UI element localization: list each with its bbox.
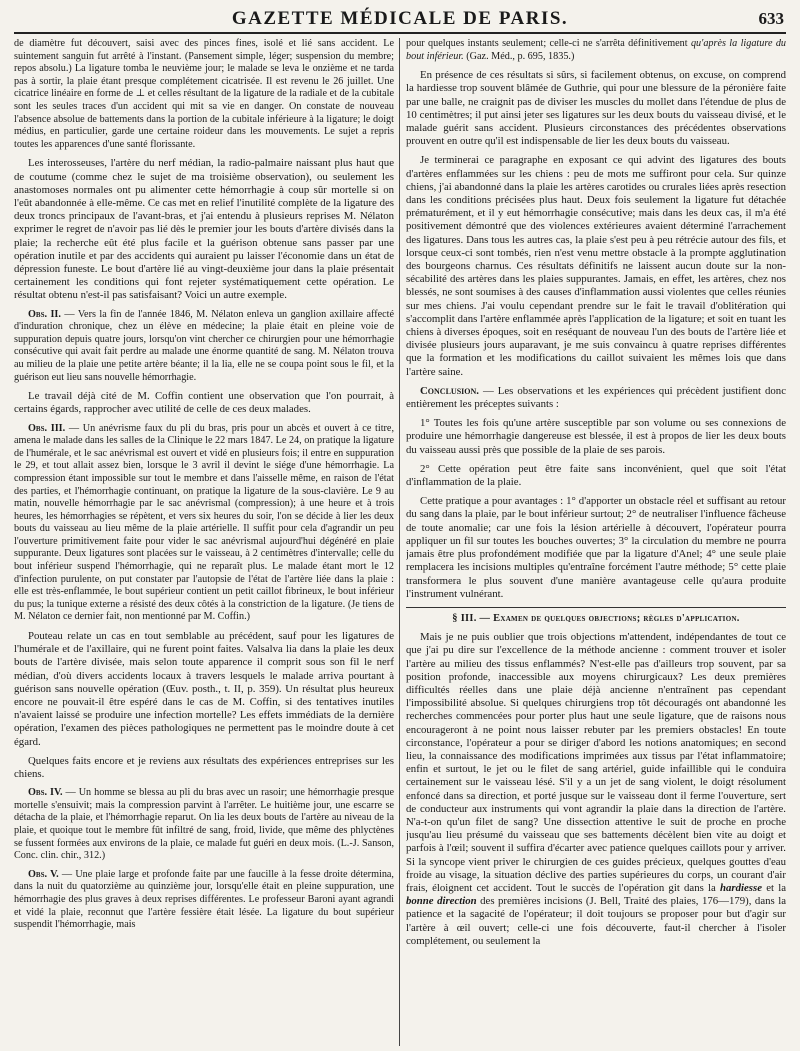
paragraph: En présence de ces résultats si sûrs, si facilement obtenus, on excuse, on comprend la hardiesse trop souvent blâmée de Guthrie, qui pour une blessure de la péronière faite par une balle, ne craignit pas de diviser les muscles du mollet dans l'étendue de plus de 10 centimètres; il put ainsi jeter ses ligatures sur les deux bouts du vaisseau divisé, et le malade guérit sans accident. Plusieurs circonstances des précédentes observations prouvent en outre qu'il est indispensable de lier les deux bouts du vaisseau. — [406, 69, 786, 148]
observation-text: — Un homme se blessa au pli du bras avec un rasoir; une hémorrhagie presque mortelle s'ensuivit; mais la compression parvint à l'arrêter. Le huitième jour, une escarre se détacha de la plaie, et l'hémorrhagie reparut. On lia les deux bouts de l'artère au niveau de la plaie, et quoique tout le membre fût infiltré de sang, froid, livide, que même des phlyctènes se fussent formées aux environs de la plaie, ce malade fut guéri en deux mois. (L.-J. Sanson, Conc. clin. chir., 312.) — [14, 787, 394, 862]
observation-label: Obs. IV. — [28, 787, 63, 799]
journal-title: GAZETTE MÉDICALE DE PARIS. — [231, 8, 569, 29]
paragraph: Je terminerai ce paragraphe en exposant ce qui advint des ligatures des bouts d'artères enflammées sur les chiens : peu de mots me suffiront pour cela. Sur quinze chiens, j'ai abandonné dans la plaie les artères carotides ou crurales liées après resection dans les conditions précisées plus haut. Deux fois seulement la ligature fut détachée prématurément, et il y eut hémorrhagie consécutive; mais dans les deux cas, il m'a été positivement démontré que des violences extérieures avaient déterminé l'arrachement des ligatures. Dans tous les autres cas, la plaie s'est peu à peu rétrécie autour des fils, et lorsque ceux-ci sont tombés, rien n'est venu mettre obstacle à la prompte agglutination des bourgeons charnus. Ces résultats définitifs ne laissent aucun doute sur la non-sécabilité des artères dans les plaies suppurantes. Jamais, en effet, les artères, chez nos blessés, ne sont soumises à des causes d'inflammation aussi violentes que celles réunies sur mes chiens. J'ai voulu cependant prendre sur le fait le travail d'oblitération qui s'accomplit dans l'artère enflammée après l'application de la ligature; et soit en tuant les chiens à diverses époques, soit en reséquant de nouveau l'un des bouts de l'artère liée et divisée plusieurs jours auparavant, je me suis convaincu à quatre reprises différentes que la formation et les modifications du caillot suivaient les mêmes lois que dans l'artère saine. — [406, 154, 786, 378]
text-columns — [14, 38, 786, 1046]
page-number: 633 — [758, 9, 784, 28]
italic-run: qu'après la ligature du bout inférieur. — [406, 38, 786, 62]
section-title: § III. — Examen de quelques objections; règles d'application. — [452, 612, 740, 624]
observation-text: — Vers la fin de l'année 1846, M. Nélaton enleva un ganglion axillaire affecté d'induration chronique, chez un élève en médecine; la plaie était en pleine voie de suppuration depuis quatre jours, lorsqu'on vint chercher ce chirurgien pour une hémorrhagie consécutive qui avait fait perdre au malade une énorme quantité de sang. M. Nélaton trouva au milieu de la plaie une petite artère béante; il la lia, elle ne se coupa point sous le fil, et la guérison eut lieu sans nouvelle hémorrhagie. — [14, 308, 394, 383]
paragraph: Quelques faits encore et je reviens aux résultats des expériences entreprises sur les chiens. — [14, 754, 394, 781]
paragraph: Pouteau relate un cas en tout semblable au précédent, sauf pour les ligatures de l'humérale et de l'axillaire, qui ne furent point faites. Valsalva lia dans la plaie les deux bouts de l'artère divisée, mais selon toute apparence il comprit sous son fil le nerf médian, d'où divers accidents locaux à travers lesquels le malade arriva pourtant à guérison sans nouvelle opération (Œuv. posth., t. II, p. 359). Un résultat plus heureux encore ne pouvait-il être espéré dans le cas de M. Coffin, si des tentatives inutiles n'avaient laissé se produire une infection mortelle? Les effets immédiats de la dernière opération, l'examen des pièces pathologiques ne permettent pas le moindre doute à cet égard. — [14, 630, 394, 748]
paragraph: Cette pratique a pour avantages : 1° d'apporter un obstacle réel et suffisant au retour du sang dans la plaie, par le bout inférieur surtout; 2° de neutraliser l'influence fâcheuse de toute anomalie; car une fois la lésion artérielle à découvert, l'opérateur pourra appliquer un fil sur toutes les bouches ouvertes; 3° la circulation du membre ne pourra jamais être plus profondément modifiée que par la ligature d'Anel; 4° une seule plaie remplacera les incisions multiples qu'entraîne forcément l'autre méthode; 5° cette plaie transformera le plus souvent d'une manière avantageuse celle qu'aura produite l'instrument vulnérant. — [406, 495, 786, 600]
column-divider — [399, 38, 400, 1046]
conclusion-text: — Les observations et les expériences qui précèdent justifient donc entièrement les préceptes suivants : — [406, 384, 786, 411]
paragraph: Les interosseuses, l'artère du nerf médian, la radio-palmaire naissant plus haut que de coutume (comme chez le sujet de ma troisième observation), ou seulement les anastomoses normales ont pu alimenter cette hémorrhagie à coup sûr mortelle si on l'eût abandonnée à elle-même. Ce cas met en relief l'inutilité complète de la ligature des deux troncs principaux de l'avant-bras, et j'ai entendu à plusieurs reprises M. Nélaton exprimer le regret de n'avoir pas lié dès le premier jour les bouts d'artère divisés dans la plaie; la recherche eût été plus facile et la guérison obtenue sans passer par une opération inutile et par des accidents qui auraient pu laisser l'économie dans un état de dépression funeste. Le bout d'artère lié au vingt-deuxième jour dans la plaie présentait certainement les conditions qui font rejeter systématiquement cette opération. Le résultat obtenu n'est-il pas satisfaisant? Voici un autre exemple. — [14, 157, 394, 302]
left-column — [14, 38, 394, 1046]
paragraph: Le travail déjà cité de M. Coffin contient une observation que l'on pourrait, à certains égards, rapprocher avec utilité de celle de ces deux malades. — [14, 390, 394, 416]
section-rule — [406, 607, 786, 608]
page-header — [14, 6, 786, 34]
italic-run: hardiesse — [720, 881, 763, 894]
observation-3 — [14, 423, 394, 625]
observation-text: — Un anévrisme faux du pli du bras, pris pour un abcès et ouvert à ce titre, amena le malade dans les salles de la Clinique le 22 mars 1847. Le 24, on pratique la ligature de l'humérale, et le sac anévrismal est ouvert et vidé en plusieurs fois; il entre en suppuration le 29, et tout allait assez bien, lorsque le 3 avril il devint le siége d'une hémorrhagie. La compression étant impossible sur tout le membre et dans l'aisselle même, en raison de l'état des parties, et l'hémorrhagie continuant, on pratique la ligature de la sous-clavière. Le 9 au matin, nouvelle hémorrhagie par le sac anévrismal (compression); à une heure et à trois heures, les hémorrhagies se répètent, et vers six heures du soir, l'on se décide à lier les deux bouts du vaisseau au lieu même de la plaie artérielle. Il suffit pour cela d'agrandir un peu l'ouverture primitivement faite pour vider le sac anévrismal aujourd'hui dégénéré en plaie suppurante. Deux ligatures sont placées sur le vaisseau, à 2 centimètres d'intervalle; celle du bout inférieur suspend l'hémorrhagie, qui ne reparaît plus. Le malade étant mort le 12 d'infection purulente, on put constater par l'autopsie de l'état de l'artère liée dans la plaie : elle est très-enflammée, le bout supérieur contient un petit caillot fibrineux, le bout inférieur du pus; la tunique externe a résisté des deux côtés à la constriction de la ligature. (Je tiens de M. Nélaton ce dernier fait, non mentionné par M. Coffin.) — [14, 422, 394, 623]
observation-label: Obs. III. — [28, 422, 66, 434]
observation-2 — [14, 309, 394, 385]
text-run: et la — [762, 881, 786, 894]
observation-label: Obs. V. — [28, 868, 59, 880]
observation-label: Obs. II. — [28, 308, 61, 320]
observation-4 — [14, 787, 394, 863]
text-run: Mais je ne puis oublier que trois objections m'attendent, indépendantes de tout ce que j'ai pu dire sur l'excellence de la méthode ancienne : comment trouver et isoler l'artère au milieu des tissus enflammés? N'est-elle pas d'ailleurs trop souvent, par sa position profonde, inaccessible aux moyens chirurgicaux? Les deux premières difficultés réelles dans une plaie déjà ancienne n'entraînent pas cependant l'impossibilité absolue. Si quelques chirurgiens trop tôt découragés ont abandonné les recherches commencées pour porter plus haut une seule ligature, que de raisons nous encourageront à ne point nous laisser rebuter par les premiers obstacles! En toute circonstance, l'opérateur a pour se diriger d'abord les notions anatomiques; en second lieu, la connaissance des modifications imprimées aux tissus par l'état inflammatoire; enfin et surtout, le jet ou le filet de sang artériel, guide infaillible qui le conduira certainement sur le vaisseau lésé. S'il y a un jet de sang violent, le doigt résolument enfoncé dans sa direction, et porté jusque sur le vaisseau dont il ferme l'ouverture, sert de conducteur aux instruments qui vont agrandir la plaie dans la direction de l'artère. N'a-t-on qu'un filet de sang? Une dissection attentive le suit de proche en proche jusqu'au lieu présumé du vaisseau que ses battements décèlent bien vite au doigt et parfois à l'œil; souvent il suffira d'écarter avec patience quelques caillots pour y arriver. Si la syncope vient priver le chirurgien de ces guides précieux, quelques gouttes d'eau froide au visage, la situation déclive des parties supérieures du corps, un courant d'air frais, éloignent cet accident. Tout le succès de l'opération git dans la — [406, 631, 786, 894]
precept-2: 2° Cette opération peut être faite sans inconvénient, quel que soit l'état d'inflammation de la plaie. — [406, 462, 786, 489]
conclusion-label: Conclusion. — [420, 384, 479, 397]
paragraph — [406, 631, 786, 948]
citation: (Gaz. Méd., p. 695, 1835.) — [463, 50, 575, 62]
paragraph — [406, 38, 786, 63]
text-run: pour quelques instants seulement; celle-ci ne s'arrêta définitivement — [406, 38, 691, 49]
right-column — [406, 38, 786, 1046]
conclusion — [406, 385, 786, 411]
observation-text: — Une plaie large et profonde faite par une faucille à la fesse droite détermina, dans la nuit du quatorzième au quinzième jour, lorsqu'elle était en pleine suppuration, une hémorrhagie des plus graves à deux reprises différentes. Le professeur Baroni ayant agrandi et vidé la plaie, reconnut que l'artère fessière était lésée. La ligature du bout supérieur suspendit l'hémorrhagie, mais — [14, 868, 394, 931]
paragraph: de diamètre fut découvert, saisi avec des pinces fines, isolé et lié sans accident. Le suintement sanguin fut arrêté à l'instant. (Pansement simple, léger; suspension du membre; repos absolu.) La ligature tomba le neuvième jour; le malade se leva le onzième et ne tarda pas à sortir, la plaie étant presque complétement cicatrisée. Il est revenu le 26 juillet. Une cicatrice linéaire en forme de ⊥ et celles résultant de la ligature de la radiale et de la cubitale sont les seules traces d'un accident qui mit sa vie en danger. On constate de nouveau l'absence absolue de battements dans la portion de la cubitale inférieure à la ligature; le doigt médius, en particulier, garde une certaine roideur dans les mouvements. Le sujet a repris toutes les apparences d'une santé florissante. — [14, 38, 394, 150]
text-run: des premières incisions (J. Bell, Traité des plaies, 176—179), dans la patience et la sagacité de l'opérateur; il doit toujours se proposer pour but d'agir sur l'artère à œil ouvert; celle-ci une fois découverte, faut-il chercher à l'isoler complétement, ou seulement la — [406, 895, 786, 947]
observation-5 — [14, 869, 394, 932]
section-heading — [406, 607, 786, 625]
newspaper-page — [14, 6, 786, 1046]
italic-run: bonne direction — [406, 895, 477, 908]
precept-1: 1° Toutes les fois qu'une artère susceptible par son volume ou ses connexions de produire une hémorrhagie dangereuse est blessée, il est à propos de lier les deux bouts du vaisseau aussi près que possible de la plaie de ses parois. — [406, 417, 786, 456]
